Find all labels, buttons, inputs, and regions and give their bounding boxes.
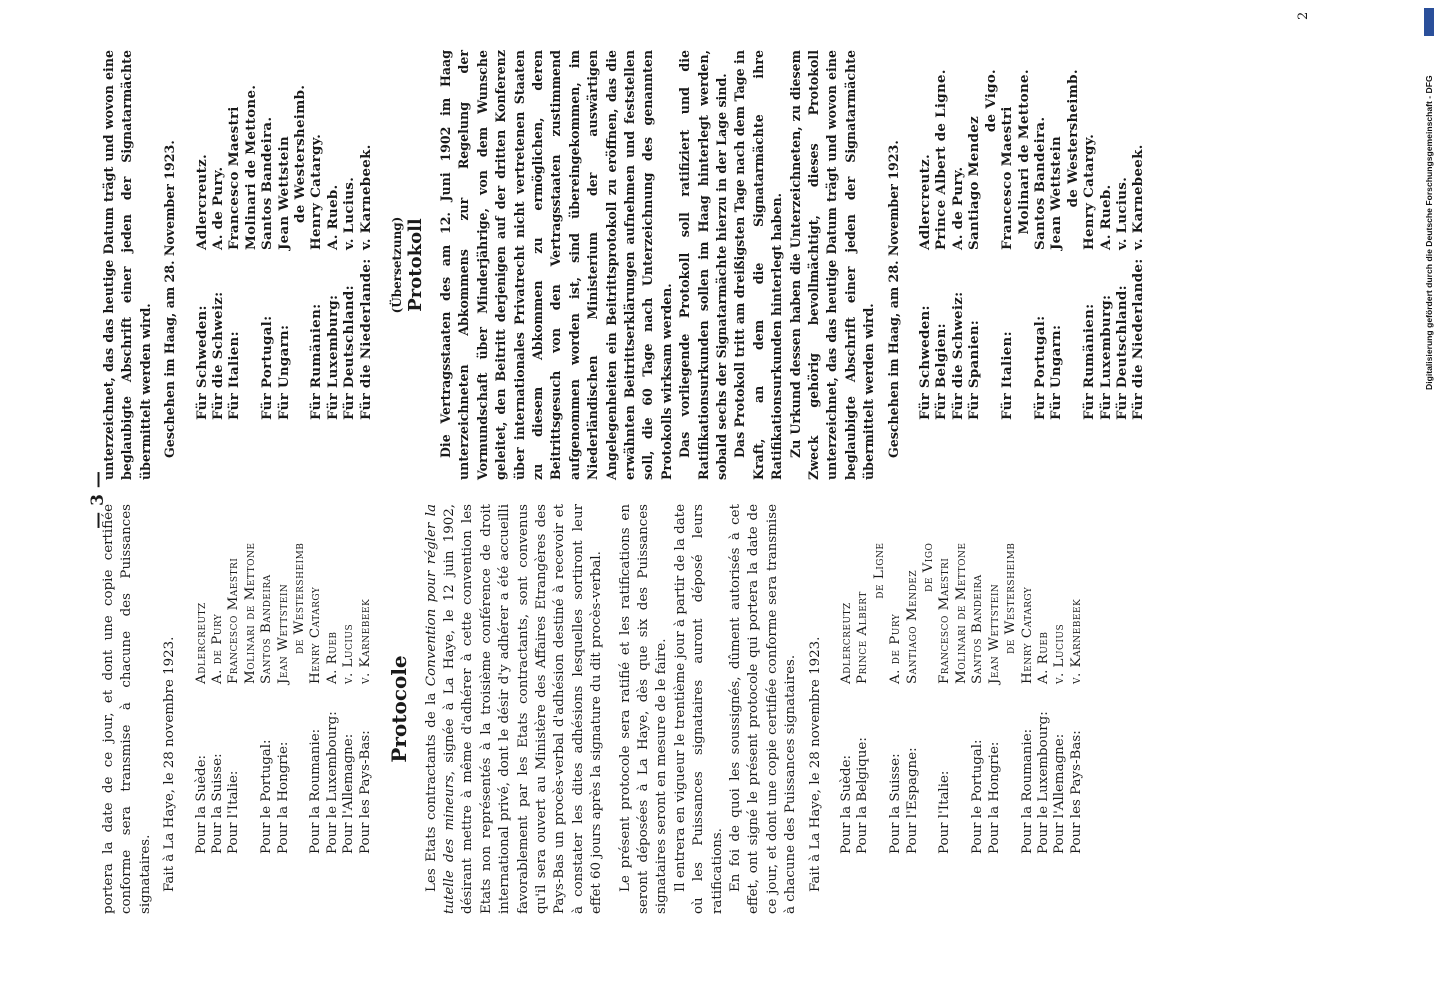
signature-row xyxy=(325,85,341,420)
convention-title: Convention pour régler la tutelle des mineurs xyxy=(423,504,457,914)
signatory-country: Für Ungarn: xyxy=(1048,324,1065,420)
signatory-name: A. Rueb. xyxy=(1097,184,1114,250)
signature-row xyxy=(226,85,242,420)
signatory-country xyxy=(983,250,999,420)
signature-row xyxy=(341,543,357,854)
signatory-name: A. Rueb xyxy=(324,631,340,684)
signatory-country: Für Schweden: xyxy=(193,305,210,420)
signatory-name: Adlercreutz xyxy=(839,602,855,684)
signatory-name: Adlercreutz xyxy=(193,602,209,684)
french-signatures-1 xyxy=(194,543,374,854)
paragraph-text: , signée à La Haye, le 12 juin 1902, désirant mettre à même d'adhérer à cette convention les Etats non représentés à la troisième conférence de droit international privé, dont le désir d'y adhérer a été accueilli favorablement par les Etats contractants, sont convenus qu'il sera ouvert au Ministère des Affaires Etrangères des Pays-Bas un procès-verbal d'adhésion destiné à recevoir et à constater les dites adhésions lesquelles sortiront leur effet 60 jours après la signature du dit procès-verbal. xyxy=(441,503,605,914)
signatory-name: Henry Catargy. xyxy=(308,133,325,250)
signatory-name: Molinari de Mettone. xyxy=(1015,69,1032,235)
french-paragraph-2: Le présent protocole sera ratifié et les ratifications en seront déposées à La Haye, dès que six des Puissances signataires seront en mesure de le faire. xyxy=(617,504,670,914)
signature-row xyxy=(292,85,308,420)
signatory-name: Jean Wettstein xyxy=(275,135,292,250)
signature-row xyxy=(1114,69,1130,420)
signatory-country xyxy=(954,684,970,854)
signatory-country: Pour l'Allemagne: xyxy=(341,733,357,854)
digitization-credit xyxy=(1422,10,1434,390)
signatory-country: Pour la Roumanie: xyxy=(1019,728,1035,854)
signatory-name: Santos Bandeira xyxy=(970,574,986,684)
signature-row xyxy=(872,543,888,854)
signatory-name: de Vigo xyxy=(921,542,937,592)
signature-row xyxy=(243,85,259,420)
signatory-name: Santos Bandeira. xyxy=(259,116,276,250)
signature-row xyxy=(950,69,966,420)
signatory-name: Molinari de Mettone. xyxy=(242,84,259,250)
signatory-country: Für Spanien: xyxy=(966,319,983,420)
signatory-country: Pour le Luxembourg: xyxy=(1035,711,1051,854)
french-column xyxy=(100,504,1085,914)
signatory-country: Pour la Suisse: xyxy=(210,753,226,854)
signature-row xyxy=(921,543,937,854)
signatory-name: de Westersheimb xyxy=(292,542,308,654)
signature-row xyxy=(937,543,953,854)
signature-row xyxy=(855,543,871,854)
signatory-name: A. de Pury. xyxy=(210,166,227,250)
sheet-number: 2 xyxy=(1296,11,1311,20)
signature-row xyxy=(1032,69,1048,420)
signatory-country: Für die Niederlande: xyxy=(357,258,374,420)
signatory-country: Für Rumänien: xyxy=(308,303,325,420)
signatory-country: Pour l'Italie: xyxy=(226,770,242,854)
signatory-name: A. de Pury. xyxy=(949,166,966,250)
signatory-name: v. Karnebeek xyxy=(357,598,373,684)
signature-row xyxy=(888,543,904,854)
signatory-country: Pour l'Allemagne: xyxy=(1052,733,1068,854)
signature-row xyxy=(933,69,949,420)
signature-row xyxy=(917,69,933,420)
signature-row xyxy=(341,85,357,420)
signatory-name: Santos Bandeira xyxy=(259,574,275,684)
signatory-name: A. Rueb xyxy=(1035,631,1051,684)
signatory-name: Molinari de Mettone xyxy=(242,542,258,684)
signatory-country xyxy=(243,250,259,420)
signatory-name: A. de Pury xyxy=(888,613,904,684)
german-protocol-title: Protokoll xyxy=(404,218,426,312)
signatory-name: Henry Catargy. xyxy=(1081,133,1098,250)
signature-row xyxy=(1016,69,1032,420)
signatory-country: Für Portugal: xyxy=(259,315,276,420)
german-paragraph-4: Zu Urkund dessen haben die Unterzeichneten, zu diesem Zweck gehörig bevollmächtigt, dieses Protokoll unterzeichnet, das das heutige Datum trägt und wovon eine beglaubigte Abschrift einer jeden der Signatarmächte übermittelt werden wird. xyxy=(787,50,877,480)
french-protocol-title: Protocole xyxy=(387,655,412,763)
signatory-name: Prince Albert de Ligne. xyxy=(933,69,950,250)
signatory-country: Für Schweden: xyxy=(917,305,934,420)
signature-row xyxy=(243,543,259,854)
signature-row xyxy=(308,543,324,854)
signature-row xyxy=(1036,543,1052,854)
signatory-country: Für Luxemburg: xyxy=(1097,294,1114,420)
german-place-date-2: Geschehen im Haag, am 28. November 1923. xyxy=(885,140,901,458)
signatory-name: de Ligne xyxy=(871,542,887,599)
german-column xyxy=(100,50,1147,480)
page-number: — 3 — xyxy=(88,471,108,529)
signatory-name: Jean Wettstein xyxy=(1048,135,1065,250)
french-intro-text: portera la date de ce jour, et dont une copie certifiée conforme sera transmise à chacune des Puissances signataires. xyxy=(101,504,153,914)
signature-row xyxy=(839,543,855,854)
signatory-name: Henry Catargy xyxy=(1019,586,1035,684)
signatory-country: Pour la Hongrie: xyxy=(986,741,1002,854)
french-paragraph-1 xyxy=(423,504,607,914)
signatory-country: Für Belgien: xyxy=(933,323,950,420)
signatory-country: Für Portugal: xyxy=(1031,315,1048,420)
signature-row xyxy=(1065,69,1081,420)
signatory-country: Pour les Pays-Bas: xyxy=(1068,730,1084,854)
signatory-country: Für Rumänien: xyxy=(1081,303,1098,420)
signatory-name: Henry Catargy xyxy=(308,586,324,684)
signatory-country: Pour la Hongrie: xyxy=(275,741,291,854)
signatory-name: Santiago Mendez xyxy=(966,115,983,250)
signatory-country: Für die Schweiz: xyxy=(949,291,966,420)
german-paragraph-1: Die Vertragsstaaten des am 12. Juni 1902 im Haag unterzeichneten Abkommens zur Regelung der Vormundschaft über Minderjährige, von dem Wunsche geleitet, den Beitritt derjenigen auf der dritten Konferenz über internationales Privatrecht nicht vertretenen Staaten zu diesem Abkommen zu ermöglichen, deren Beitrittsgesuch von den Vertragsstaaten zustimmend aufgenommen worden ist, sind übereingekommen, im Niederländischen Ministerium der auswärtigen Angelegenheiten ein Beitrittsprotokoll zu eröffnen, das die erwähnten Beitrittserklärungen aufnehmen und feststellen soll, die 60 Tage nach Unterzeichnung des genannten Protokolls wirksam werden. xyxy=(437,50,674,480)
signatory-country: Pour le Portugal: xyxy=(970,739,986,854)
signature-row xyxy=(259,85,275,420)
signatory-name: A. Rueb. xyxy=(324,184,341,250)
french-signatures-2 xyxy=(839,543,1085,854)
signatory-name: de Westersheimb. xyxy=(292,84,309,223)
signature-row xyxy=(194,543,210,854)
paragraph-text: Les Etats contractants de la xyxy=(423,686,439,892)
signatory-name: v. Lucius. xyxy=(1113,176,1130,250)
signatory-country: Für Deutschland: xyxy=(1113,285,1130,420)
signatory-name: Adlercreutz. xyxy=(917,154,934,250)
signatory-name: Jean Wettstein xyxy=(986,583,1002,684)
signature-row xyxy=(999,69,1015,420)
signatory-name: Prince Albert xyxy=(855,591,871,684)
german-signatures-1 xyxy=(194,85,374,420)
signatory-name: Jean Wettstein xyxy=(275,583,291,684)
signatory-country xyxy=(1016,250,1032,420)
signature-row xyxy=(194,85,210,420)
signatory-name: de Vigo. xyxy=(982,69,999,133)
signatory-country xyxy=(1003,684,1019,854)
signatory-country: Pour l'Italie: xyxy=(937,770,953,854)
signatory-country xyxy=(292,250,308,420)
signatory-name: Francesco Maestri xyxy=(226,106,243,250)
signatory-name: v. Lucius xyxy=(1052,623,1068,684)
signatory-name: Francesco Maestri xyxy=(999,106,1016,250)
signatory-country: Für Italien: xyxy=(999,331,1016,420)
signatory-country: Für Italien: xyxy=(226,331,243,420)
signatory-name: Molinari de Mettone xyxy=(953,542,969,684)
french-place-date-1: Fait à La Haye, le 28 novembre 1923. xyxy=(162,636,178,892)
french-place-date-2: Fait à La Haye, le 28 novembre 1923. xyxy=(807,636,823,892)
signature-row xyxy=(210,543,226,854)
signatory-country: Pour la Suède: xyxy=(839,754,855,854)
signatory-name: Adlercreutz. xyxy=(193,154,210,250)
signatory-name: Francesco Maestri xyxy=(937,557,953,684)
german-intro-text: unterzeichnet, das das heutige Datum trägt und wovon eine beglaubigte Abschrift einer jeden der Signatarmächte übermittelt werden wird. xyxy=(101,50,153,480)
signatory-country: Für die Niederlande: xyxy=(1130,258,1147,420)
signatory-name: de Westersheimb. xyxy=(1064,69,1081,208)
signatory-country: Pour la Suède: xyxy=(193,754,209,854)
signature-row xyxy=(987,543,1003,854)
signatory-country xyxy=(292,684,308,854)
signatory-name: v. Lucius xyxy=(341,623,357,684)
german-paragraph-3: Das Protokoll tritt am dreißigsten Tage nach dem Tage in Kraft, an dem die Signatarmächte ihre Ratifikationsurkunden hinterlegt haben. xyxy=(732,50,785,480)
signatory-country xyxy=(921,684,937,854)
signatory-country: Pour le Portugal: xyxy=(259,739,275,854)
signatory-country: Pour le Luxembourg: xyxy=(324,711,340,854)
signature-row xyxy=(1003,543,1019,854)
signature-row xyxy=(1130,69,1146,420)
signatory-name: A. de Pury xyxy=(210,613,226,684)
signatory-name: v. Lucius. xyxy=(341,176,358,250)
german-signatures-2 xyxy=(917,69,1147,420)
french-paragraph-4: En foi de quoi les soussignés, dûment autorisés à cet effet, ont signé le présent protocole qui portera la date de ce jour, et dont une copie certifiée conforme sera transmise à chacune des Puissances signataires. xyxy=(728,504,799,914)
signature-row xyxy=(1020,543,1036,854)
signature-row xyxy=(1081,69,1097,420)
german-place-date-1: Geschehen im Haag, am 28. November 1923. xyxy=(162,140,178,458)
signatory-country xyxy=(872,684,888,854)
credit-text: Digitalisierung gefördert durch die Deutsche Forschungsgemeinschaft - DFG xyxy=(1424,75,1434,390)
signature-row xyxy=(259,543,275,854)
signature-row xyxy=(1069,543,1085,854)
signature-row xyxy=(292,543,308,854)
signature-row xyxy=(358,85,374,420)
signature-row xyxy=(308,85,324,420)
signature-row xyxy=(983,69,999,420)
signature-row xyxy=(1048,69,1064,420)
signatory-name: Santos Bandeira. xyxy=(1031,116,1048,250)
signatory-country xyxy=(1065,250,1081,420)
signature-row xyxy=(1098,69,1114,420)
signatory-name: de Westersheimb xyxy=(1003,542,1019,654)
signature-row xyxy=(325,543,341,854)
signatory-country: Für Luxemburg: xyxy=(324,294,341,420)
signatory-country: Pour les Pays-Bas: xyxy=(357,730,373,854)
signatory-country: Pour l'Espagne: xyxy=(904,747,920,854)
signatory-country: Für die Schweiz: xyxy=(210,291,227,420)
signature-row xyxy=(970,543,986,854)
signature-row xyxy=(276,543,292,854)
signature-row xyxy=(966,69,982,420)
signatory-country xyxy=(243,684,259,854)
signature-row xyxy=(905,543,921,854)
signatory-name: v. Karnebeek xyxy=(1068,598,1084,684)
signatory-name: v. Karnebeek. xyxy=(1130,144,1147,250)
signature-row xyxy=(954,543,970,854)
signatory-name: v. Karnebeek. xyxy=(357,144,374,250)
signature-row xyxy=(226,543,242,854)
signatory-country: Für Ungarn: xyxy=(275,324,292,420)
signature-row xyxy=(210,85,226,420)
signature-row xyxy=(1052,543,1068,854)
signature-row xyxy=(358,543,374,854)
signatory-country: Pour la Suisse: xyxy=(888,753,904,854)
signatory-country: Pour la Belgique: xyxy=(855,737,871,854)
french-paragraph-3: Il entrera en vigueur le trentième jour à partir de la date où les Puissances signataires auront déposé leurs ratifications. xyxy=(672,504,725,914)
signatory-name: Francesco Maestri xyxy=(226,557,242,684)
signatory-country: Für Deutschland: xyxy=(341,285,358,420)
signature-row xyxy=(276,85,292,420)
german-paragraph-2: Das vorliegende Protokoll soll ratifiziert und die Ratifikationsurkunden sollen im Haag hinterlegt werden, sobald sechs der Signatarmächte hierzu in der Lage sind. xyxy=(677,50,729,480)
signatory-country: Pour la Roumanie: xyxy=(308,728,324,854)
signatory-name: Santiago Mendez xyxy=(904,569,920,684)
german-translation-note: (Übersetzung) xyxy=(390,216,405,314)
